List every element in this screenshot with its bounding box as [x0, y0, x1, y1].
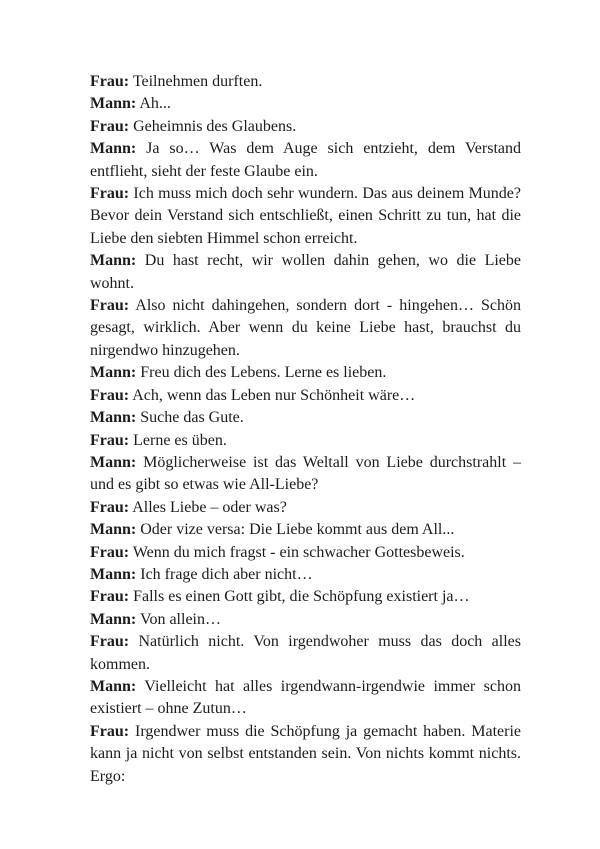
speaker-name: Frau: [90, 633, 130, 651]
dialogue-text: Natürlich nicht. Von irgendwoher muss das doch alles kommen. [90, 633, 522, 673]
dialogue-text: Ich muss mich doch sehr wundern. Das aus deinem Munde? Bevor dein Verstand sich entschließt, einen Schritt zu tun, hat die Liebe den siebten Himmel schon erreicht. [90, 185, 522, 247]
dialogue-text: Geheimnis des Glaubens. [133, 117, 297, 135]
dialogue-line [90, 497, 521, 519]
dialogue-line [90, 631, 521, 676]
speaker-name: Mann: [90, 364, 137, 382]
dialogue-line [90, 452, 521, 497]
dialogue-text: Vielleicht hat alles irgendwann-irgendwie immer schon existiert – ohne Zutun… [90, 677, 522, 718]
dialogue-text: Falls es einen Gott gibt, die Schöpfung existiert ja… [133, 588, 470, 606]
dialogue-text: Ach, wenn das Leben nur Schönheit wäre… [132, 386, 416, 404]
speaker-name: Mann: [90, 521, 137, 539]
dialogue-line [90, 93, 521, 115]
dialogue-line [90, 362, 521, 384]
dialogue-line [90, 250, 521, 295]
speaker-name: Mann: [90, 140, 137, 158]
speaker-name: Frau: [90, 431, 130, 449]
dialogue-text: Suche das Gute. [140, 409, 244, 427]
speaker-name: Mann: [90, 409, 137, 427]
dialogue-text: Alles Liebe – oder was? [132, 498, 287, 516]
dialogue-text: Ah... [139, 95, 171, 113]
dialogue-line [90, 676, 521, 721]
speaker-name: Mann: [90, 453, 137, 471]
dialogue-line [90, 183, 521, 250]
dialogue-line [90, 116, 521, 138]
speaker-name: Mann: [90, 610, 137, 628]
speaker-name: Frau: [90, 588, 130, 606]
dialogue-line [90, 295, 521, 362]
dialogue-text-block [90, 71, 521, 788]
speaker-name: Frau: [90, 117, 130, 135]
dialogue-line [90, 71, 521, 93]
speaker-name: Frau: [90, 185, 130, 203]
dialogue-text: Also nicht dahingehen, sondern dort - hingehen… Schön gesagt, wirklich. Aber wenn du keine Liebe hast, brauchst du nirgendwo hinzugehen. [90, 297, 521, 359]
dialogue-line [90, 609, 521, 631]
dialogue-line [90, 564, 521, 586]
dialogue-text: Lerne es üben. [133, 431, 227, 449]
dialogue-line [90, 430, 521, 452]
dialogue-text: Ja so… Was dem Auge sich entzieht, dem Verstand entflieht, sieht der feste Glaube ein. [90, 140, 522, 180]
dialogue-text: Freu dich des Lebens. Lerne es lieben. [140, 364, 387, 382]
speaker-name: Mann: [90, 252, 137, 270]
dialogue-text: Wenn du mich fragst - ein schwacher Gottesbeweis. [132, 543, 465, 561]
dialogue-line [90, 586, 521, 608]
dialogue-line [90, 138, 521, 183]
speaker-name: Frau: [90, 386, 130, 404]
speaker-name: Frau: [90, 73, 130, 90]
dialogue-line [90, 407, 521, 429]
dialogue-line [90, 721, 521, 788]
dialogue-line [90, 519, 521, 541]
dialogue-text: Du hast recht, wir wollen dahin gehen, wo die Liebe wohnt. [90, 252, 521, 292]
dialogue-text: Oder vize versa: Die Liebe kommt aus dem All... [140, 521, 455, 539]
dialogue-line [90, 542, 521, 564]
dialogue-text: Ich frage dich aber nicht… [140, 565, 313, 583]
dialogue-text: Möglicherweise ist das Weltall von Liebe durchstrahlt – und es gibt so etwas wie All-Liebe? [90, 453, 521, 494]
speaker-name: Mann: [90, 677, 137, 695]
speaker-name: Frau: [90, 297, 130, 315]
dialogue-text: Teilnehmen durften. [132, 73, 263, 90]
speaker-name: Mann: [90, 95, 137, 113]
speaker-name: Mann: [90, 565, 137, 583]
speaker-name: Frau: [90, 722, 130, 740]
speaker-name: Frau: [90, 543, 130, 561]
dialogue-text: Von allein… [139, 610, 221, 628]
speaker-name: Frau: [90, 498, 130, 516]
dialogue-text: Irgendwer muss die Schöpfung ja gemacht haben. Materie kann ja nicht von selbst entstanden sein. Von nichts kommt nichts. Ergo: [90, 722, 522, 785]
dialogue-line [90, 385, 521, 407]
